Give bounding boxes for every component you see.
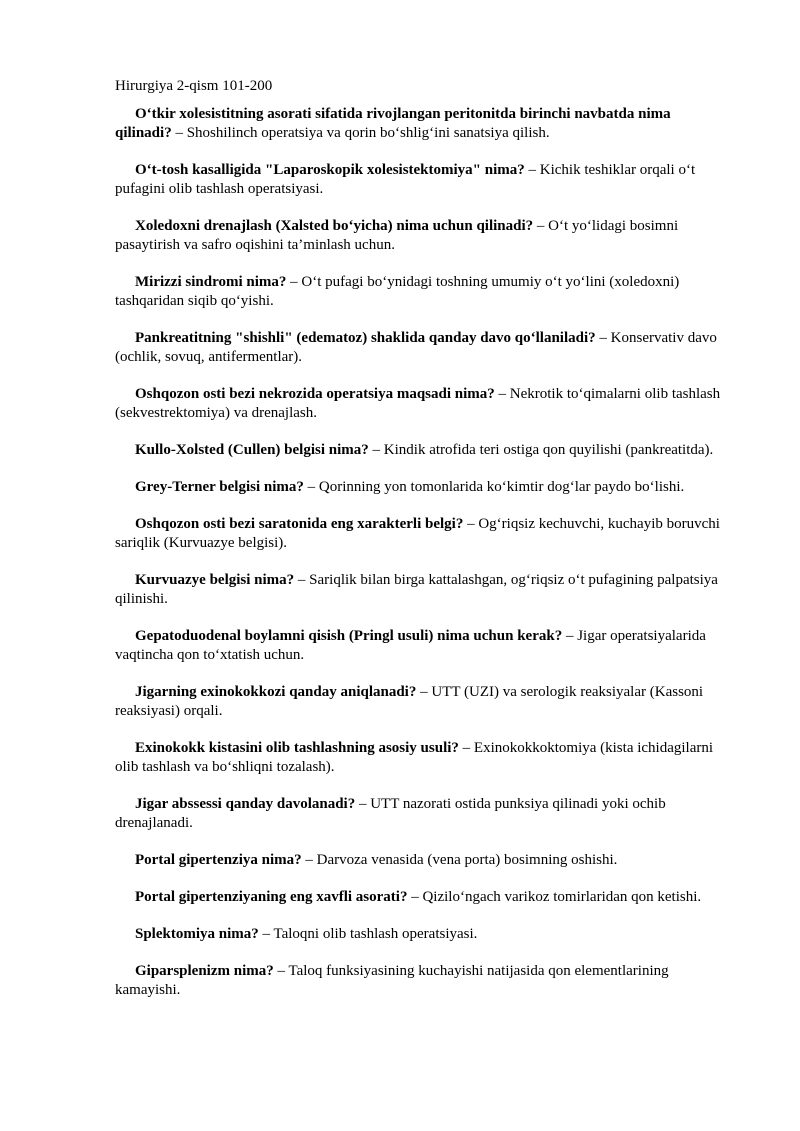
document-title: Hirurgiya 2-qism 101-200 <box>115 78 273 94</box>
question-text: Splektomiya nima? <box>135 926 259 942</box>
question-text: Jigar abssessi qanday davolanadi? <box>135 796 356 812</box>
question-text: O‘t-tosh kasalligida "Laparoskopik xolesistektomiya" nima? <box>135 162 525 178</box>
answer-text: – Shoshilinch operatsiya va qorin bo‘shlig‘ini sanatsiya qilish. <box>171 125 550 141</box>
answer-text: – Kichik teshiklar orqali o‘t pufagini olib tashlash operatsiyasi. <box>115 162 696 197</box>
answer-text: – Qorinning yon tomonlarida ko‘kimtir dog‘lar paydo bo‘lishi. <box>303 479 685 495</box>
answer-text: – Og‘riqsiz kechuvchi, kuchayib boruvchi sariqlik (Kurvuazye belgisi). <box>115 516 720 551</box>
qa-item-6 <box>115 385 727 423</box>
qa-item-10 <box>115 571 727 609</box>
qa-item-3 <box>115 217 727 255</box>
question-text: Portal gipertenziya nima? <box>135 852 302 868</box>
qa-item-8 <box>115 478 727 497</box>
qa-item-18 <box>115 962 727 1000</box>
question-text: Xoledoxni drenajlash (Xalsted bo‘yicha) nima uchun qilinadi? <box>135 218 534 234</box>
answer-text: – Jigar operatsiyalarida vaqtincha qon to‘xtatish uchun. <box>115 628 706 663</box>
qa-item-4 <box>115 273 727 311</box>
answer-text: – UTT (UZI) va serologik reaksiyalar (Kassoni reaksiyasi) orqali. <box>115 684 704 719</box>
answer-text: – Taloq funksiyasining kuchayishi natijasida qon elementlarining kamayishi. <box>115 963 669 998</box>
question-text: Kullo-Xolsted (Cullen) belgisi nima? <box>135 442 369 458</box>
qa-item-2 <box>115 161 727 199</box>
qa-item-12 <box>115 683 727 721</box>
qa-item-7 <box>115 441 727 460</box>
answer-text: – Exinokokkoktomiya (kista ichidagilarni olib tashlash va bo‘shliqni tozalash). <box>115 740 714 775</box>
answer-text: – O‘t yo‘lidagi bosimni pasaytirish va safro oqishini ta’minlash uchun. <box>115 218 679 253</box>
question-text: O‘tkir xolesistitning asorati sifatida rivojlangan peritonitda birinchi navbatda nima qilinadi? <box>115 106 671 141</box>
question-text: Kurvuazye belgisi nima? <box>135 572 295 588</box>
qa-item-1 <box>115 105 727 143</box>
question-text: Giparsplenizm nima? <box>135 963 274 979</box>
answer-text: – Qizilo‘ngach varikoz tomirlaridan qon ketishi. <box>407 889 702 905</box>
qa-item-16 <box>115 888 727 907</box>
qa-item-14 <box>115 795 727 833</box>
document-page <box>115 77 727 1018</box>
answer-text: – Taloqni olib tashlash operatsiyasi. <box>258 926 478 942</box>
question-text: Oshqozon osti bezi nekrozida operatsiya maqsadi nima? <box>135 386 495 402</box>
question-text: Exinokokk kistasini olib tashlashning asosiy usuli? <box>135 740 459 756</box>
qa-item-17 <box>115 925 727 944</box>
answer-text: – Sariqlik bilan birga kattalashgan, og‘riqsiz o‘t pufagining palpatsiya qilinishi. <box>115 572 718 607</box>
answer-text: – Konservativ davo (ochlik, sovuq, antifermentlar). <box>115 330 717 365</box>
answer-text: – O‘t pufagi bo‘ynidagi toshning umumiy o‘t yo‘lini (xoledoxni) tashqaridan siqib qo‘yishi. <box>115 274 680 309</box>
question-text: Oshqozon osti bezi saratonida eng xarakterli belgi? <box>135 516 464 532</box>
qa-item-15 <box>115 851 727 870</box>
question-text: Mirizzi sindromi nima? <box>135 274 287 290</box>
qa-item-13 <box>115 739 727 777</box>
qa-item-5 <box>115 329 727 367</box>
answer-text: – Darvoza venasida (vena porta) bosimning oshishi. <box>301 852 618 868</box>
question-text: Gepatoduodenal boylamni qisish (Pringl usuli) nima uchun kerak? <box>135 628 563 644</box>
answer-text: – UTT nazorati ostida punksiya qilinadi yoki ochib drenajlanadi. <box>115 796 666 831</box>
question-text: Pankreatitning "shishli" (edematoz) shaklida qanday davo qo‘llaniladi? <box>135 330 596 346</box>
question-text: Jigarning exinokokkozi qanday aniqlanadi? <box>135 684 417 700</box>
answer-text: – Kindik atrofida teri ostiga qon quyilishi (pankreatitda). <box>368 442 714 458</box>
question-text: Grey-Terner belgisi nima? <box>135 479 304 495</box>
qa-item-9 <box>115 515 727 553</box>
answer-text: – Nekrotik to‘qimalarni olib tashlash (sekvestrektomiya) va drenajlash. <box>115 386 721 421</box>
question-text: Portal gipertenziyaning eng xavfli asorati? <box>135 889 408 905</box>
qa-item-11 <box>115 627 727 665</box>
